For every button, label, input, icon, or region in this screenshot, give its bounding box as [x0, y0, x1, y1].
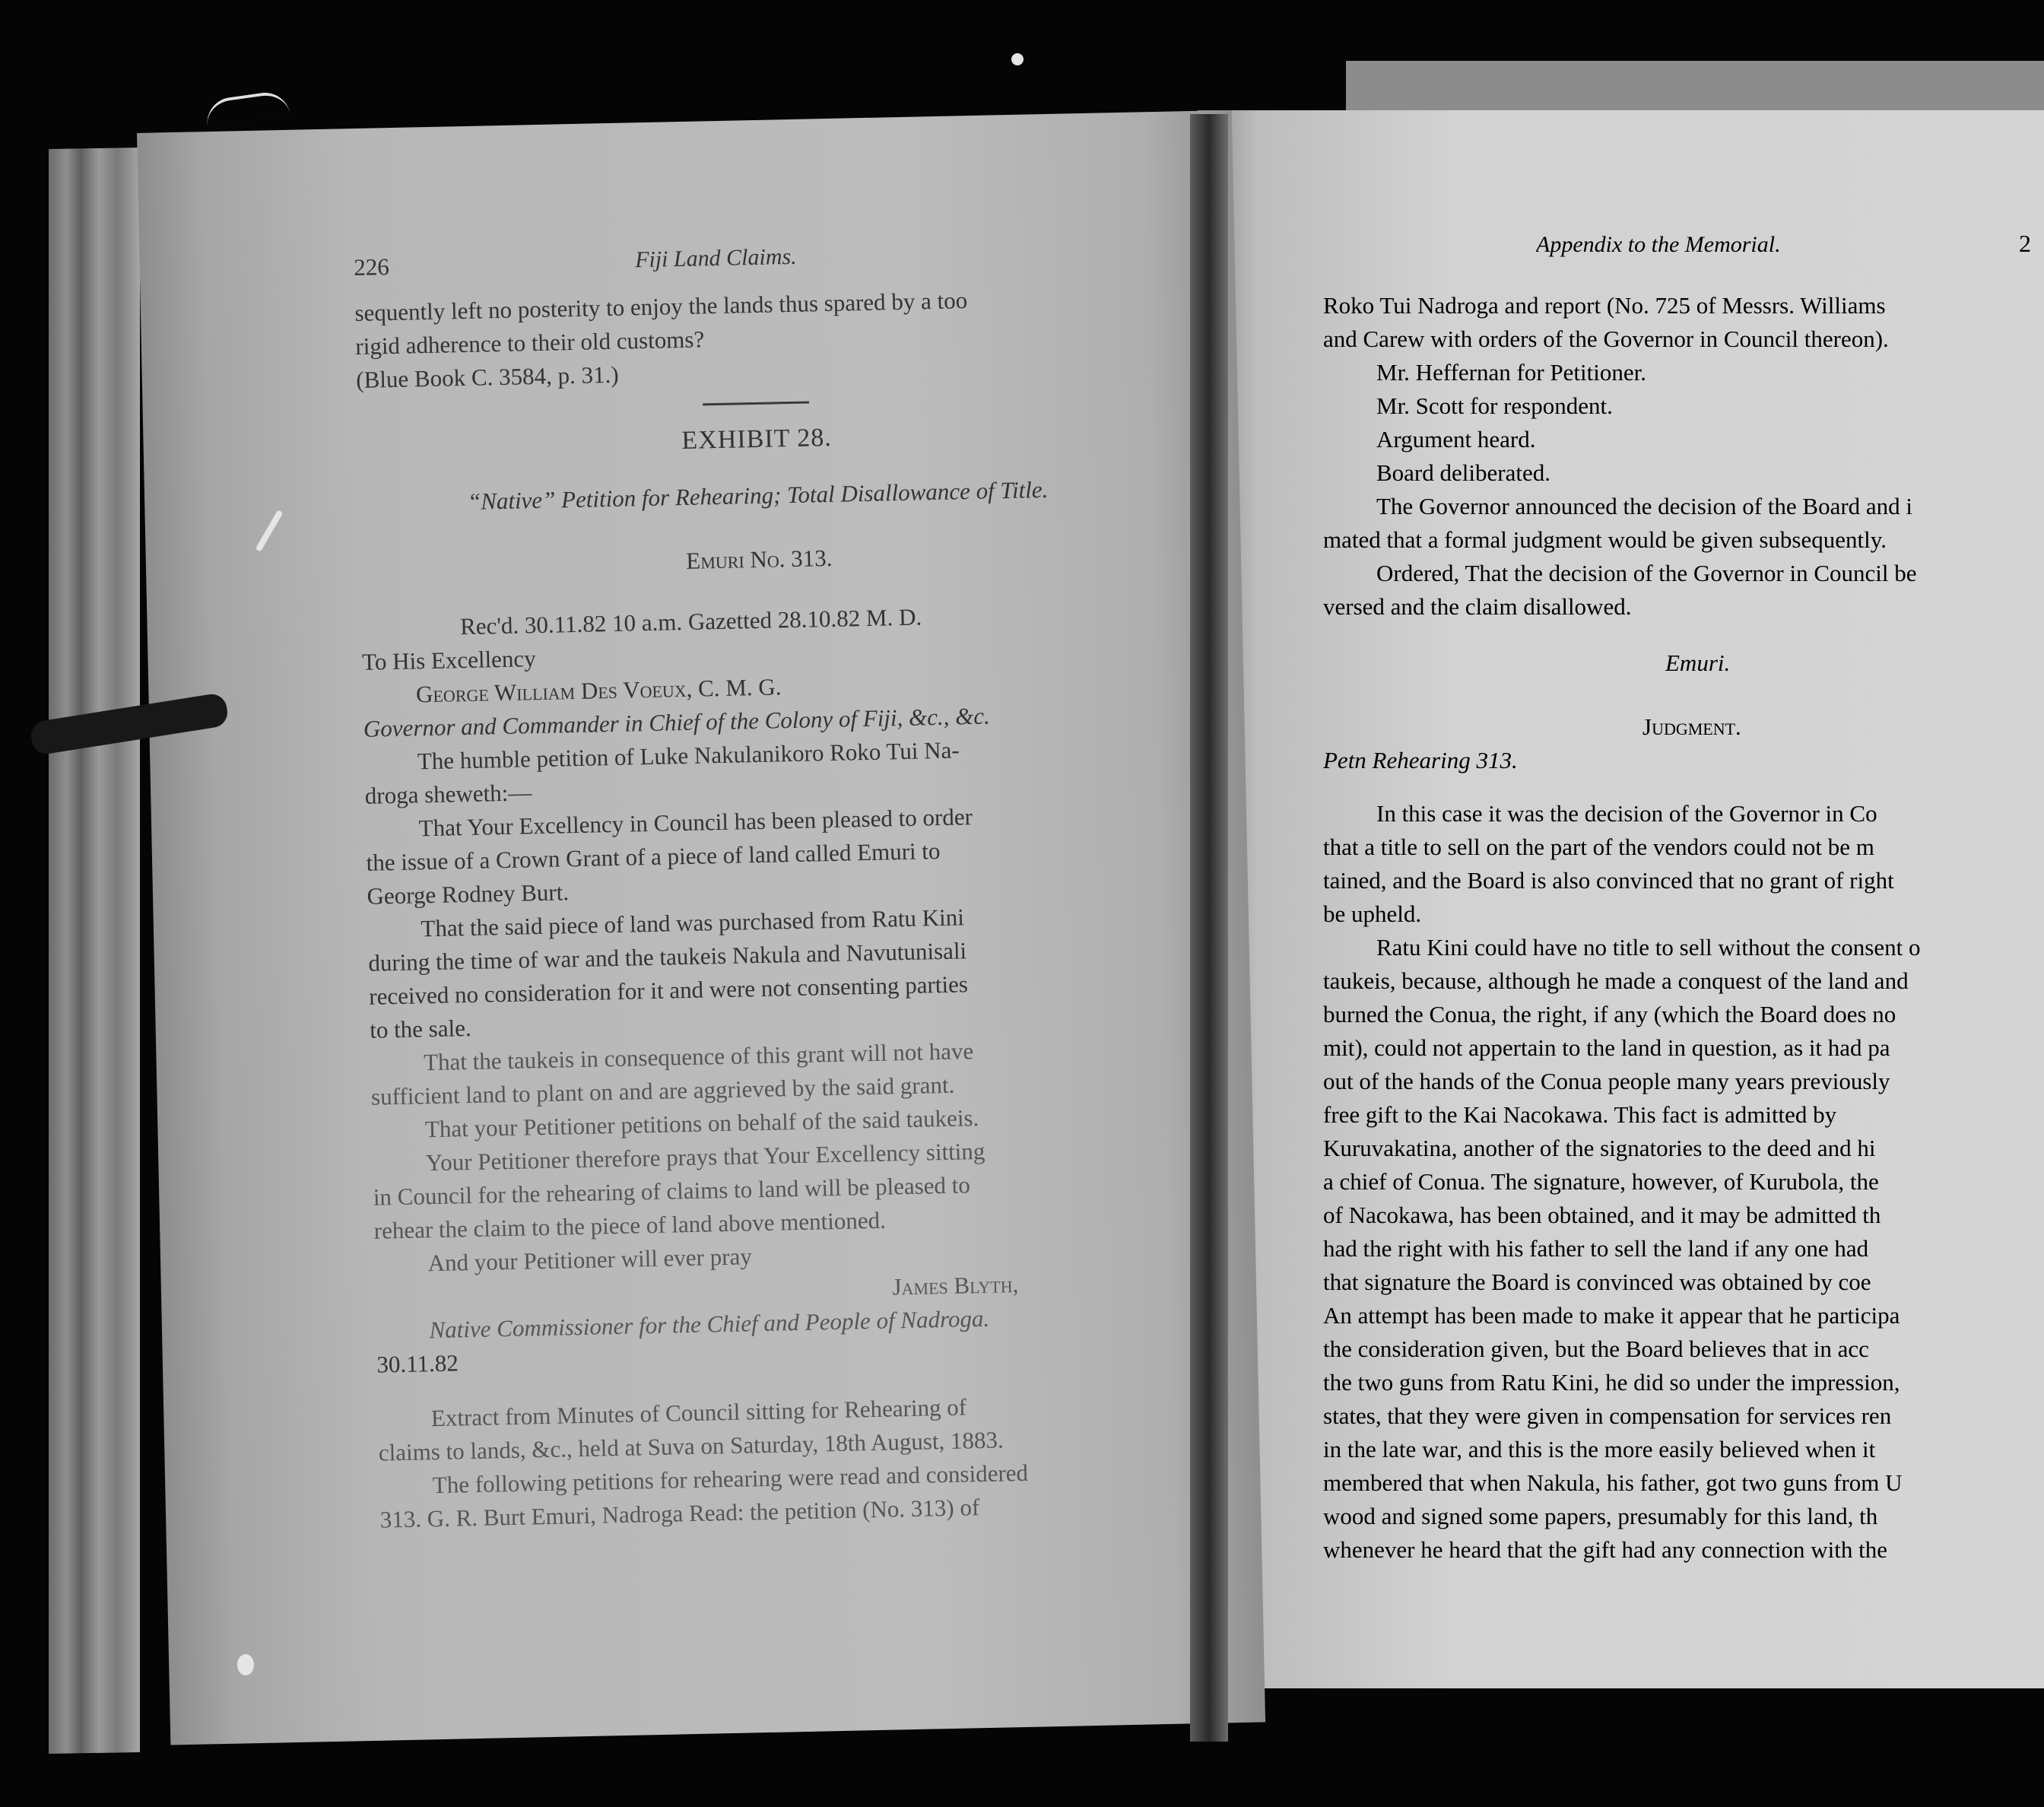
text-line: be upheld. [1323, 900, 1422, 927]
text-line: Your Petitioner therefore prays that Your Excellency sitting [425, 1137, 986, 1177]
text-line: Argument heard. [1376, 426, 1536, 453]
text-line: membered that when Nakula, his father, got two guns from U [1323, 1469, 1903, 1496]
text-line: sequently left no posterity to enjoy the lands thus spared by a too [354, 287, 968, 326]
address-line: George William Des Voeux, C. M. G. [415, 673, 782, 708]
text-line: The following petitions for rehearing were read and considered [432, 1459, 1029, 1499]
right-running-head: Appendix to the Memorial. [1536, 232, 1781, 257]
text-line: to the sale. [369, 1014, 472, 1043]
text-line: Board deliberated. [1376, 459, 1550, 486]
text-line: tained, and the Board is also convinced that no grant of right [1323, 867, 1894, 894]
text-line: the issue of a Crown Grant of a piece of land called Emuri to [366, 837, 941, 876]
text-line: In this case it was the decision of the Governor in Co [1376, 800, 1877, 827]
text-line: Mr. Heffernan for Petitioner. [1376, 359, 1646, 386]
text-line: George Rodney Burt. [367, 878, 570, 910]
text-line: And your Petitioner will ever pray [427, 1243, 753, 1277]
received-line: Rec'd. 30.11.82 10 a.m. Gazetted 28.10.82 M. D. [459, 603, 922, 640]
signature-date: 30.11.82 [376, 1349, 459, 1378]
left-body [354, 280, 1179, 1537]
text-line: The Governor announced the decision of the Board and i [1376, 493, 1913, 519]
text-line: sufficient land to plant on and are aggrieved by the said grant. [370, 1071, 955, 1110]
section-rule [703, 401, 809, 405]
text-line: in the late war, and this is the more easily believed when it [1323, 1436, 1876, 1462]
exhibit-subtitle: “Native” Petition for Rehearing; Total Disallowance of Title. [467, 475, 1049, 515]
text-line: the two guns from Ratu Kini, he did so under the impression, [1323, 1369, 1900, 1396]
text-line: and Carew with orders of the Governor in Council thereon). [1323, 326, 1889, 352]
case-heading: Emuri No. 313. [685, 544, 833, 574]
text-line: versed and the claim disallowed. [1323, 593, 1632, 620]
text-line: mit), could not appertain to the land in question, as it had pa [1323, 1034, 1890, 1061]
text-line: rehear the claim to the piece of land above mentioned. [373, 1206, 887, 1244]
text-line: out of the hands of the Conua people many years previously [1323, 1068, 1890, 1094]
text-line: in Council for the rehearing of claims to land will be pleased to [373, 1171, 971, 1211]
text-line: 313. G. R. Burt Emuri, Nadroga Read: the petition (No. 313) of [379, 1494, 980, 1533]
signature: James Blyth, [892, 1270, 1019, 1300]
text-line: free gift to the Kai Nacokawa. This fact is admitted by [1323, 1101, 1837, 1128]
text-line: that signature the Board is convinced was obtained by coe [1323, 1269, 1871, 1295]
text-line: states, that they were given in compensation for services ren [1323, 1402, 1892, 1429]
text-line: received no consideration for it and were not consenting parties [368, 970, 969, 1010]
section-title: Emuri. [1665, 649, 1731, 676]
text-line: rigid adherence to their old customs? [355, 326, 705, 360]
text-line: of Nacokawa, has been obtained, and it may be admitted th [1323, 1202, 1881, 1228]
address-line: To His Excellency [361, 645, 536, 675]
text-line: (Blue Book C. 3584, p. 31.) [355, 360, 619, 393]
right-page-text [1323, 289, 2038, 1597]
text-line: droga sheweth:— [364, 779, 532, 809]
book-page-edges [49, 148, 140, 1754]
text-line: mated that a formal judgment would be given subsequently. [1323, 526, 1887, 553]
text-line: Kuruvakatina, another of the signatories to the deed and hi [1323, 1135, 1876, 1161]
text-line: wood and signed some papers, presumably for this land, th [1323, 1503, 1878, 1529]
signature-title: Native Commissioner for the Chief and People of Nadroga. [429, 1304, 990, 1344]
text-line: the consideration given, but the Board believes that in acc [1323, 1335, 1869, 1362]
text-line: The humble petition of Luke Nakulanikoro Roko Tui Na- [417, 736, 960, 775]
text-line: Extract from Minutes of Council sitting for Rehearing of [430, 1393, 967, 1432]
text-line: a chief of Conua. The signature, however, of Kurubola, the [1323, 1168, 1879, 1195]
text-line: Mr. Scott for respondent. [1376, 392, 1613, 419]
left-page-number: 226 [353, 253, 390, 281]
petition-heading: Petn Rehearing 313. [1323, 747, 1518, 773]
film-scratch [204, 90, 290, 127]
text-line: That your Petitioner petitions on behalf of the said taukeis. [424, 1104, 979, 1143]
text-line: That the said piece of land was purchased from Ratu Kini [421, 904, 965, 942]
book-gutter [1190, 114, 1228, 1742]
text-line: whenever he heard that the gift had any connection with the [1323, 1536, 1888, 1563]
text-line: Ordered, That the decision of the Governor in Council be [1376, 560, 1917, 586]
text-line: had the right with his father to sell the land if any one had [1323, 1235, 1869, 1262]
text-line: claims to lands, &c., held at Suva on Saturday, 18th August, 1883. [378, 1426, 1005, 1466]
film-speck [237, 1654, 254, 1675]
text-line: Roko Tui Nadroga and report (No. 725 of Messrs. Williams [1323, 292, 1886, 319]
left-running-head: Fiji Land Claims. [634, 243, 797, 273]
text-line: An attempt has been made to make it appear that he participa [1323, 1302, 1900, 1329]
text-line: taukeis, because, although he made a conquest of the land and [1323, 967, 1909, 994]
text-line: That the taukeis in consequence of this grant will not have [423, 1037, 974, 1076]
judgment-heading: Judgment. [1642, 713, 1741, 740]
address-line: Governor and Commander in Chief of the Colony of Fiji, &c., &c. [363, 702, 991, 742]
right-page-number: 2 [2019, 230, 2031, 257]
text-line: that a title to sell on the part of the vendors could not be m [1323, 834, 1874, 860]
film-speck [1011, 53, 1024, 65]
text-line: burned the Conua, the right, if any (which the Board does no [1323, 1001, 1896, 1027]
text-line: That Your Excellency in Council has been pleased to order [418, 803, 973, 842]
text-line: Ratu Kini could have no title to sell without the consent o [1376, 934, 1921, 961]
text-line: during the time of war and the taukeis Nakula and Navutunisali [368, 937, 967, 977]
exhibit-title: EXHIBIT 28. [681, 423, 833, 456]
